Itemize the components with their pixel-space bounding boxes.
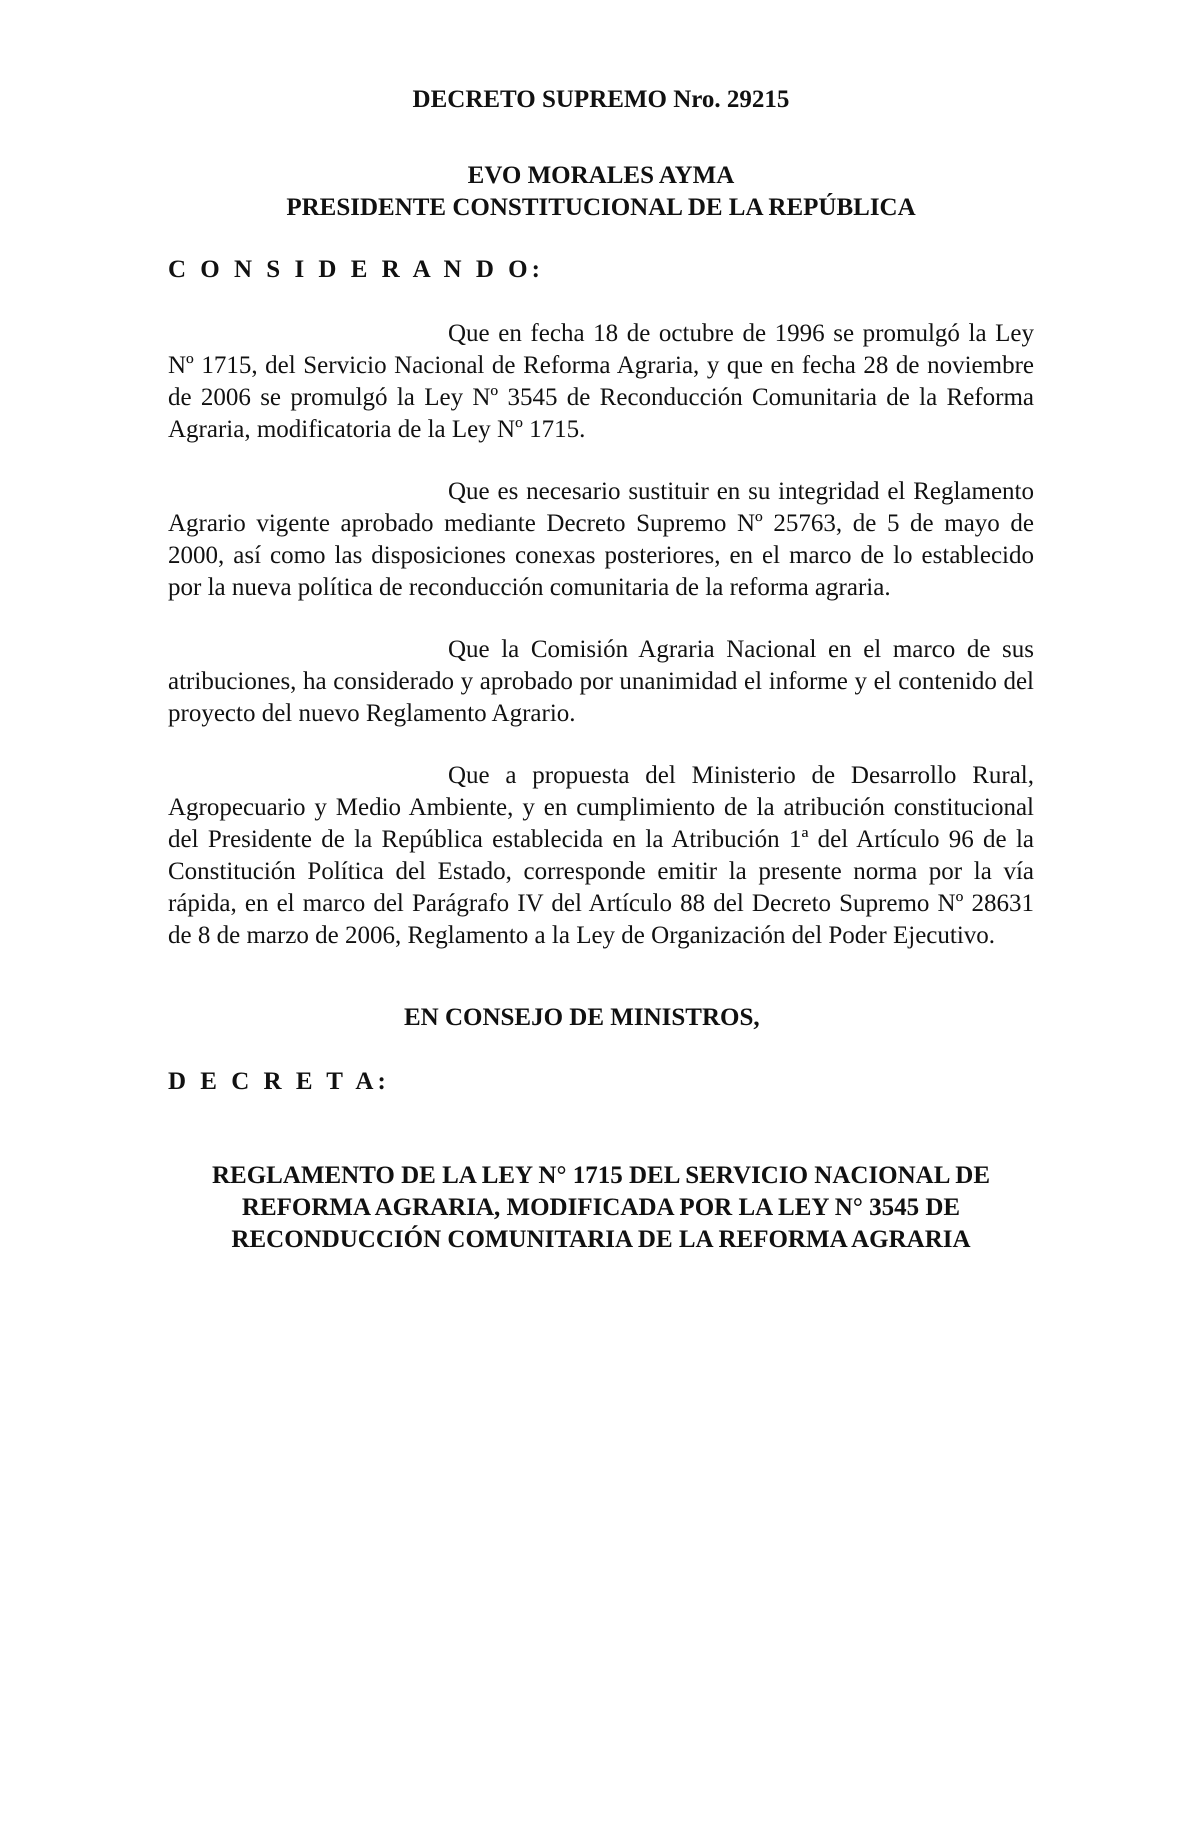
president-block xyxy=(168,160,1034,224)
reglamento-title xyxy=(168,1160,1034,1256)
reglamento-title-line-3: RECONDUCCIÓN COMUNITARIA DE LA REFORMA AGRARIA xyxy=(231,1226,971,1253)
reglamento-title-line-2: REFORMA AGRARIA, MODIFICADA POR LA LEY N° 3545 DE xyxy=(241,1194,961,1221)
reglamento-title-line-1: REGLAMENTO DE LA LEY N° 1715 DEL SERVICIO NACIONAL DE xyxy=(211,1162,990,1189)
considerando-heading: C O N S I D E R A N D O: xyxy=(168,256,544,283)
considerando-paragraph-4: Que a propuesta del Ministerio de Desarrollo Rural, Agropecuario y Medio Ambiente, y en cumplimiento de la atribución constitucional del Presidente de la República establecida en la Atribución 1ª del Artículo 96 de la Constitución Política del Estado, corresponde emitir la presente norma por la vía rápida, en el marco del Parágrafo IV del Artículo 88 del Decreto Supremo Nº 28631 de 8 de marzo de 2006, Reglamento a la Ley de Organización del Poder Ejecutivo. xyxy=(168,762,1034,949)
considerando-paragraph-2: Que es necesario sustituir en su integridad el Reglamento Agrario vigente aprobado mediante Decreto Supremo Nº 25763, de 5 de mayo de 2000, así como las disposiciones conexas posteriores, en el marco de lo establecido por la nueva política de reconducción comunitaria de la reforma agraria. xyxy=(168,478,1034,601)
document-content xyxy=(168,84,1034,1256)
decree-title: DECRETO SUPREMO Nro. 29215 xyxy=(412,86,790,113)
considerando-paragraph-3: Que la Comisión Agraria Nacional en el marco de sus atribuciones, ha considerado y aprobado por unanimidad el informe y el contenido del proyecto del nuevo Reglamento Agrario. xyxy=(168,636,1034,727)
decreta-heading: D E C R E T A: xyxy=(168,1068,390,1095)
consejo-heading: EN CONSEJO DE MINISTROS, xyxy=(404,1004,760,1031)
president-title: PRESIDENTE CONSTITUCIONAL DE LA REPÚBLICA xyxy=(286,194,916,221)
president-name: EVO MORALES AYMA xyxy=(467,162,735,189)
considerando-paragraph-1: Que en fecha 18 de octubre de 1996 se promulgó la Ley Nº 1715, del Servicio Nacional de Reforma Agraria, y que en fecha 28 de noviembre de 2006 se promulgó la Ley Nº 3545 de Reconducción Comunitaria de la Reforma Agraria, modificatoria de la Ley Nº 1715. xyxy=(168,320,1034,443)
